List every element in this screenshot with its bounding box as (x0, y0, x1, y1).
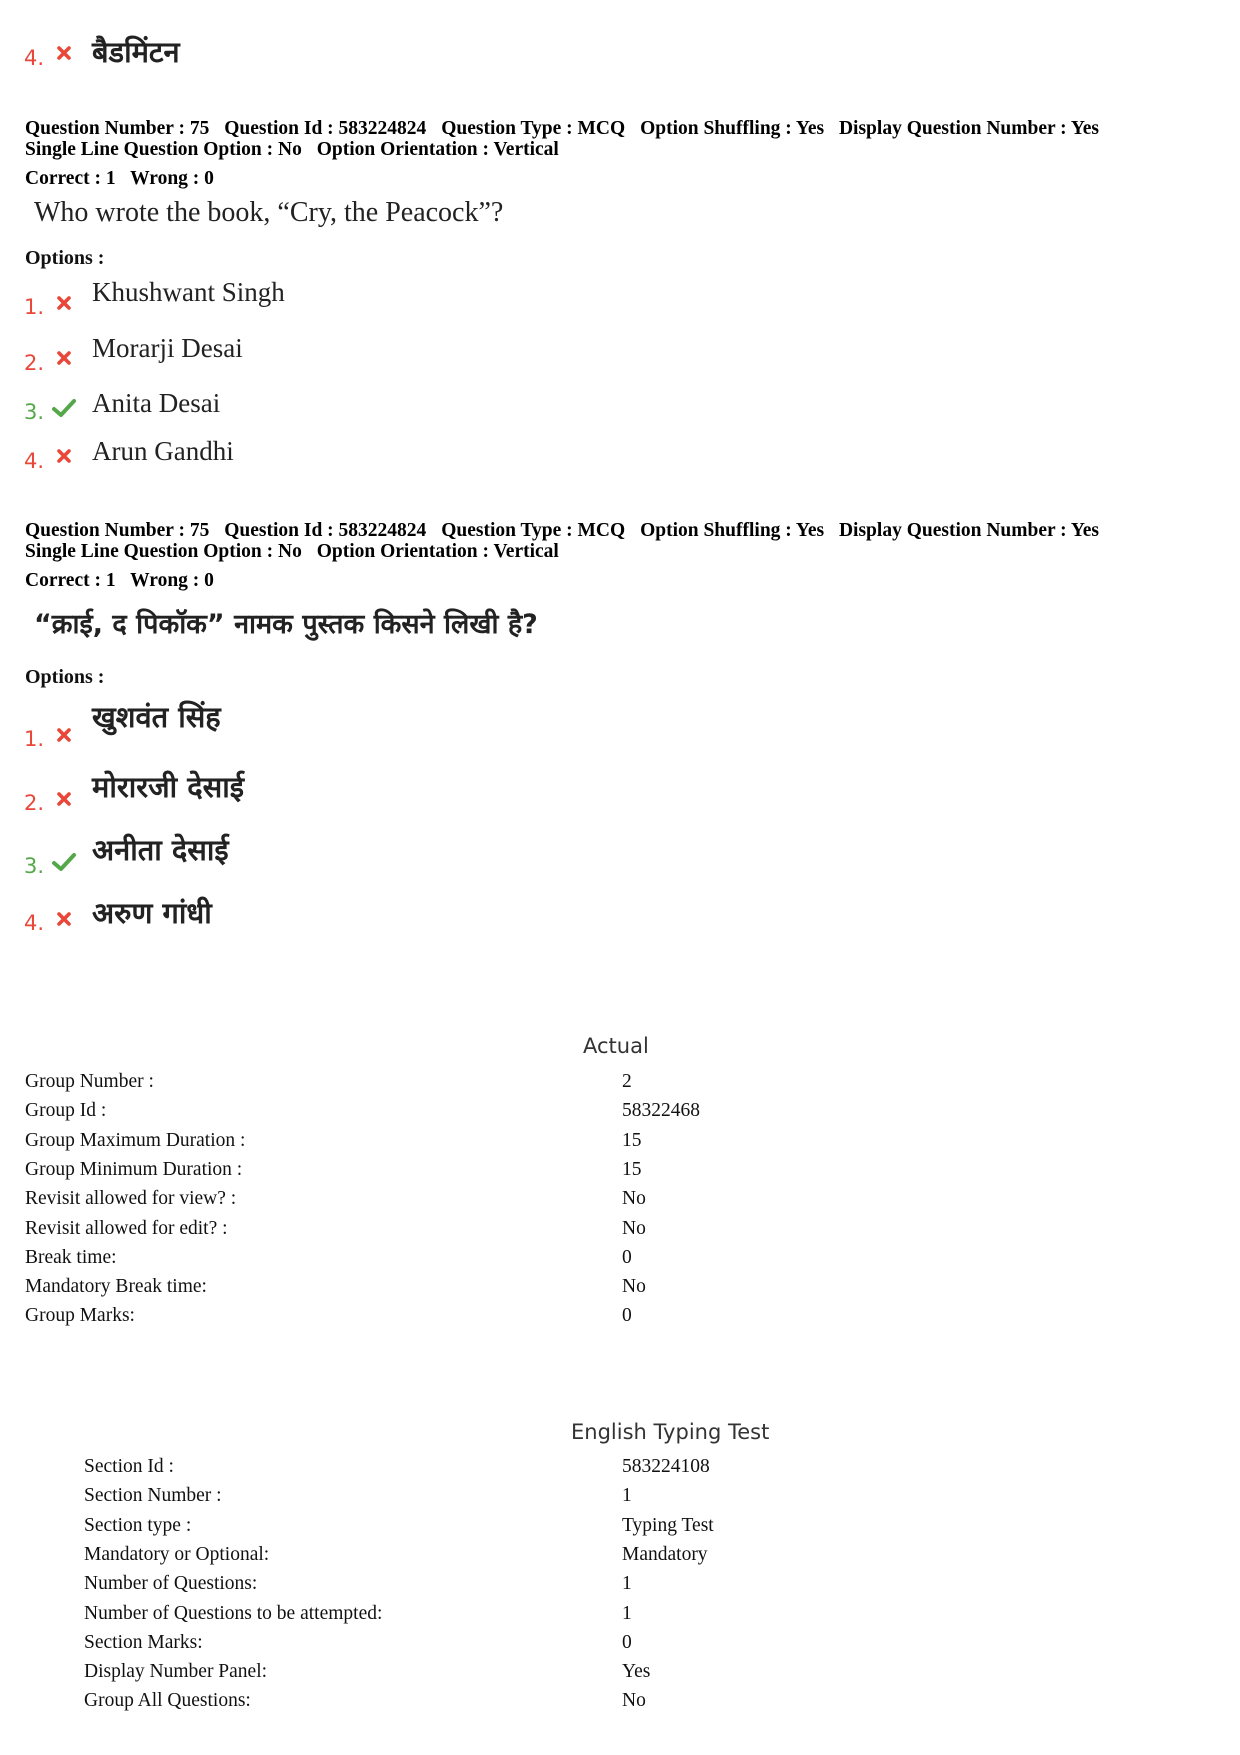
option-number: 2. (24, 351, 45, 375)
option-number: 1. (24, 727, 45, 751)
display-question-number: Display Question Number : Yes (838, 118, 1099, 139)
option-text: Khushwant Singh (92, 277, 285, 307)
option-text: अरुण गांधी (92, 896, 212, 930)
info-label: Break time: (25, 1246, 117, 1268)
correct-marks: Correct : 1 (25, 168, 116, 189)
single-line-question-option: Single Line Question Option : No (25, 541, 302, 562)
question-meta (25, 118, 1119, 160)
wrong-mark-icon (56, 45, 72, 61)
question-number: Question Number : 75 (25, 118, 210, 139)
section-title: English Typing Test (571, 1420, 770, 1444)
info-value: No (622, 1188, 646, 1210)
info-label: Mandatory or Optional: (84, 1543, 270, 1565)
info-label: Section type : (84, 1514, 192, 1536)
info-label: Group Minimum Duration : (25, 1158, 243, 1180)
wrong-marks: Wrong : 0 (130, 168, 214, 189)
info-value: 58322468 (622, 1100, 700, 1122)
question-id: Question Id : 583224824 (224, 520, 427, 541)
info-label: Revisit allowed for view? : (25, 1188, 237, 1210)
info-label: Group Number : (25, 1071, 154, 1092)
info-value: 15 (622, 1158, 642, 1180)
wrong-mark-icon (56, 350, 72, 366)
option-shuffling: Option Shuffling : Yes (640, 118, 825, 139)
option-orientation: Option Orientation : Vertical (316, 139, 559, 160)
info-value: 0 (622, 1246, 632, 1268)
info-value: 0 (622, 1631, 632, 1653)
info-label: Section Marks: (84, 1631, 203, 1653)
option-number: 3. (24, 854, 45, 878)
wrong-mark-icon (56, 295, 72, 311)
option-text: खुशवंत सिंह (92, 700, 221, 734)
info-value: Yes (622, 1661, 651, 1683)
correct-marks: Correct : 1 (25, 570, 116, 591)
info-label: Section Id : (84, 1456, 174, 1477)
marking-scheme (25, 570, 224, 591)
option-text: Morarji Desai (92, 333, 243, 363)
wrong-mark-icon (56, 727, 72, 743)
info-value: 2 (622, 1071, 632, 1092)
question-id: Question Id : 583224824 (224, 118, 427, 139)
wrong-mark-icon (56, 791, 72, 807)
wrong-mark-icon (56, 911, 72, 927)
question-meta (25, 520, 1119, 562)
info-value: No (622, 1217, 646, 1239)
option-number: 4. (24, 46, 45, 70)
option-number: 3. (24, 400, 45, 424)
info-value: Mandatory (622, 1543, 708, 1565)
option-shuffling: Option Shuffling : Yes (640, 520, 825, 541)
correct-mark-icon (52, 398, 76, 418)
options-label: Options : (25, 666, 105, 688)
info-label: Group Marks: (25, 1305, 135, 1327)
info-label: Group Id : (25, 1100, 107, 1122)
info-value: 15 (622, 1129, 642, 1151)
info-value: Typing Test (622, 1514, 714, 1536)
question-number: Question Number : 75 (25, 520, 210, 541)
correct-mark-icon (52, 852, 76, 872)
option-number: 1. (24, 295, 45, 319)
question-text: “क्राई, द पिकॉक” नामक पुस्तक किसने लिखी है? (34, 609, 538, 640)
info-value: 1 (622, 1602, 632, 1624)
option-number: 4. (24, 911, 45, 935)
info-label: Revisit allowed for edit? : (25, 1217, 228, 1239)
info-label: Section Number : (84, 1485, 222, 1507)
option-text: Anita Desai (92, 388, 221, 418)
info-label: Number of Questions to be attempted: (84, 1602, 383, 1624)
marking-scheme (25, 168, 224, 189)
info-label: Number of Questions: (84, 1573, 258, 1595)
option-number: 2. (24, 791, 45, 815)
info-value: 0 (622, 1305, 632, 1327)
info-value: 1 (622, 1573, 632, 1595)
info-value: 1 (622, 1485, 632, 1507)
info-label: Mandatory Break time: (25, 1276, 207, 1298)
option-number: 4. (24, 449, 45, 473)
options-label: Options : (25, 247, 105, 269)
info-value: No (622, 1690, 646, 1712)
single-line-question-option: Single Line Question Option : No (25, 139, 302, 160)
option-text: बैडमिंटन (92, 35, 180, 69)
info-label: Display Number Panel: (84, 1661, 268, 1683)
wrong-marks: Wrong : 0 (130, 570, 214, 591)
option-text: Arun Gandhi (92, 436, 234, 466)
option-orientation: Option Orientation : Vertical (316, 541, 559, 562)
option-text: मोरारजी देसाई (92, 770, 244, 804)
info-value: No (622, 1276, 646, 1298)
display-question-number: Display Question Number : Yes (838, 520, 1099, 541)
wrong-mark-icon (56, 448, 72, 464)
info-value: 583224108 (622, 1456, 710, 1477)
question-type: Question Type : MCQ (441, 118, 626, 139)
question-type: Question Type : MCQ (441, 520, 626, 541)
group-title: Actual (583, 1034, 649, 1058)
question-text: Who wrote the book, “Cry, the Peacock”? (34, 197, 504, 228)
info-label: Group Maximum Duration : (25, 1129, 246, 1151)
info-label: Group All Questions: (84, 1690, 251, 1712)
option-text: अनीता देसाई (92, 833, 229, 867)
